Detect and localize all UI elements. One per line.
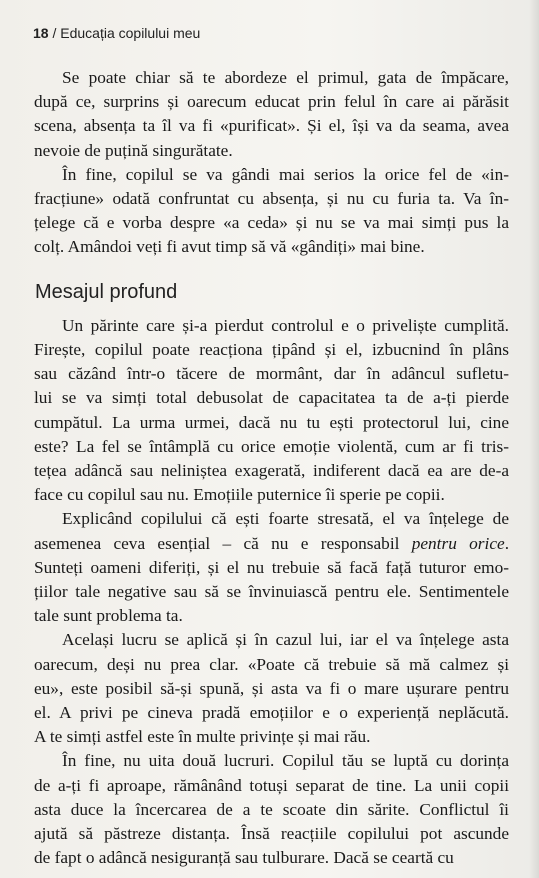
paragraph — [34, 314, 509, 508]
page-number: 18 — [33, 25, 49, 41]
text-line: fracțiune» odată confruntat cu absența, și nu cu furia ta. Va în- — [34, 189, 509, 209]
text-line: ajută să păstreze distanța. Însă reacțiile copilului pot ascunde — [34, 824, 509, 844]
text-line: oarecum, deși nu prea clar. «Poate că trebuie să mă calmez și — [34, 654, 509, 674]
text-line: În fine, nu uita două lucruri. Copilul tău se luptă cu dorința — [62, 751, 509, 771]
text-line: tețea adâncă sau neliniștea exagerată, indiferent dacă ea are de-a — [34, 461, 509, 481]
text-line: de a-ți fi aproape, rămânând totuși separat de tine. La unii copii — [34, 775, 509, 795]
book-title: Educația copilului meu — [60, 25, 201, 41]
page-edge-shadow — [529, 0, 539, 878]
text-line: eu», este posibil să-și spună, și asta va fi o mare ușurare pentru — [34, 678, 509, 698]
text-line: A te simți astfel este în multe privințe și mai rău. — [34, 727, 371, 747]
text-line: lui se va simți total debusolat de capacitatea ta de a-ți pierde — [34, 388, 509, 408]
text-line: Se poate chiar să te abordeze el primul, gata de împăcare, — [62, 68, 509, 87]
header-separator: / — [48, 25, 61, 41]
text-line: de fapt o adâncă nesiguranță sau tulburare. Dacă se ceartă cu — [34, 848, 454, 868]
text-line: țelege că e vorba despre «a ceda» și nu se va mai simți pus la — [34, 213, 509, 233]
page-body-text — [34, 66, 509, 871]
text-line: În fine, copilul se va gândi mai serios la orice fel de «in- — [62, 164, 509, 184]
text-line: cumpătul. La urma urmei, dacă nu tu ești protectorul lui, cine — [34, 412, 509, 432]
text-line: colț. Amândoi veți fi avut timp să vă «gândiți» mai bine. — [34, 237, 425, 257]
text-line: după ce, surprins și oarecum educat prin felul în care ai părăsit — [34, 92, 509, 112]
text-line: face cu copilul sau nu. Emoțiile puternice îi sperie pe copii. — [34, 485, 445, 505]
text-line: sau căzând într-o tăcere de mormânt, dar în adâncul sufletu- — [34, 364, 509, 384]
text-line: țiilor tale negative sau să se învinuiască pentru ele. Sentimentele — [34, 582, 509, 602]
text-line: Același lucru se aplică și în cazul lui, iar el va înțelege asta — [62, 630, 509, 650]
text-line: nevoie de puțină singurătate. — [34, 140, 233, 160]
text-line: Un părinte care și-a pierdut controlul e o priveliște cumplită. — [62, 315, 509, 335]
text-line: Firește, copilul poate reacționa țipând și el, izbucnind în plâns — [34, 340, 509, 360]
section-heading: Mesajul profund — [35, 280, 178, 303]
text-line: scena, absența ta îl va fi «purificat». Și el, își va da seama, avea — [34, 116, 509, 136]
paragraph — [34, 749, 509, 870]
paragraph — [34, 628, 509, 749]
running-header — [33, 25, 200, 41]
text-line: este? La fel se întâmplă cu orice emoție violentă, cum ar fi tris- — [34, 436, 509, 456]
text-line: el. A privi pe cineva pradă emoțiilor e o experiență neplăcută. — [34, 703, 509, 723]
text-line: tale sunt problema ta. — [34, 606, 183, 626]
text-line: Sunteți oameni diferiți, și el nu trebuie să facă față tuturor emo- — [34, 557, 509, 577]
paragraph — [34, 163, 509, 260]
text-line: Explicând copilului că ești foarte stresată, el va înțelege de — [62, 509, 509, 529]
paragraph — [34, 66, 509, 163]
text-line: asemenea ceva esențial – că nu e responsabil pentru orice. — [34, 533, 509, 553]
paragraph — [34, 507, 509, 628]
italic-emphasis: pentru orice — [411, 533, 505, 553]
text-line: asta duce la încercarea de a te scoate din sărite. Conflictul îi — [34, 799, 509, 819]
